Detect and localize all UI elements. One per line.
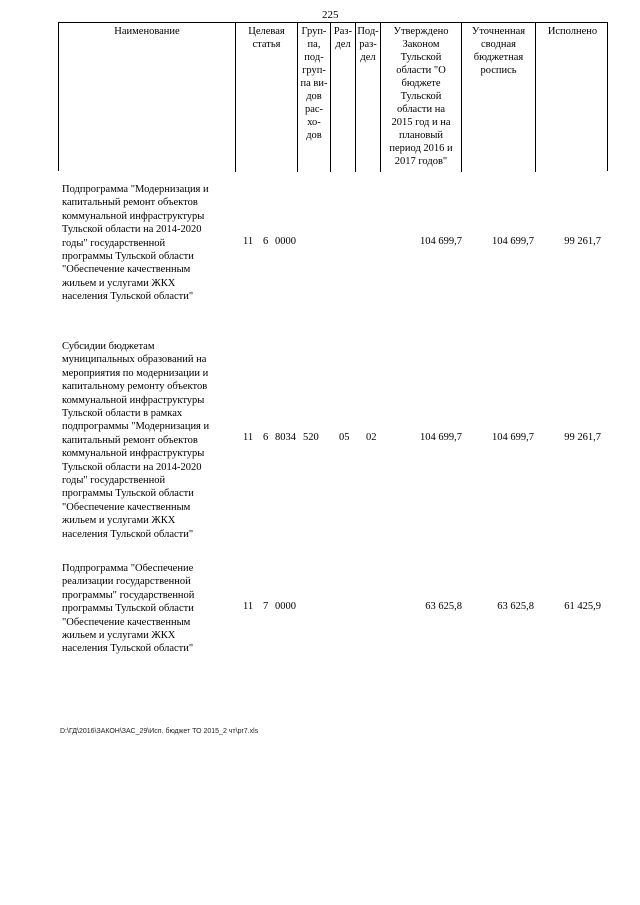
table-row	[0, 340, 640, 540]
header-expense-group: Груп- па, под- груп- па ви- дов рас- хо- дов	[298, 23, 331, 172]
row-name: Подпрограмма "Модернизация и капитальный ремонт объектов коммунальной инфраструктуры Тульской области на 2014-2020 годы" государственной программы Тульской области "Обеспечение качественным жильем и услугами ЖКХ населения Тульской области"	[62, 184, 209, 303]
table-row	[0, 183, 640, 303]
executed-amount: 99 261,7	[564, 236, 601, 247]
target-article-part-b: 6	[263, 236, 269, 247]
executed-amount: 99 261,7	[564, 432, 601, 443]
approved-amount: 104 699,7	[420, 432, 462, 443]
page-number: 225	[322, 9, 339, 21]
header-section: Раз- дел	[331, 23, 356, 172]
section: 05	[339, 432, 350, 443]
target-article-part-b: 6	[263, 432, 269, 443]
header-name: Наименование	[59, 23, 236, 172]
subsection: 02	[366, 432, 377, 443]
header-executed: Исполнено	[547, 26, 598, 37]
header-target-article: Целевая статья	[236, 23, 298, 172]
refined-amount: 104 699,7	[492, 432, 534, 443]
table-header	[58, 22, 608, 171]
file-path-footer: D:\ГД\2016\ЗАКОН\ЗАС_29\Исп. бюджет ТО 2015_2 чт\pr7.xls	[60, 728, 259, 735]
refined-amount: 63 625,8	[497, 601, 534, 612]
header-refined: Уточненная сводная бюджетная роспись	[462, 23, 536, 172]
target-article-part-c: 8034	[275, 432, 296, 443]
target-article-part-b: 7	[263, 601, 269, 612]
table-row	[0, 562, 640, 662]
refined-amount: 104 699,7	[492, 236, 534, 247]
target-article-part-a: 11	[243, 432, 254, 443]
approved-amount: 104 699,7	[420, 236, 462, 247]
approved-amount: 63 625,8	[425, 601, 462, 612]
executed-amount: 61 425,9	[564, 601, 601, 612]
row-name: Субсидии бюджетам муниципальных образований на мероприятия по модернизации и капитальному ремонту объектов коммунальной инфраструктуры Тульской области в рамках подпрограммы "Модернизация и капитальный ремонт объектов коммунальной инфраструктуры Тульской области на 2014-2020 годы" государственной программы Тульской области "Обеспечение качественным жильем и услугами ЖКХ населения Тульской области"	[62, 341, 210, 540]
target-article-part-c: 0000	[275, 236, 296, 247]
row-name: Подпрограмма "Обеспечение реализации государственной программы" государственной программы Тульской области "Обеспечение качественным жильем и услугами ЖКХ населения Тульской области"	[62, 563, 195, 655]
header-approved: Утверждено Законом Тульской области "О бюджете Тульской области на 2015 год и на плановый период 2016 и 2017 годов"	[381, 23, 462, 172]
target-article-part-a: 11	[243, 236, 254, 247]
expense-group: 520	[303, 432, 319, 443]
target-article-part-a: 11	[243, 601, 254, 612]
header-subsection: Под- раз- дел	[356, 23, 381, 172]
target-article-part-c: 0000	[275, 601, 296, 612]
